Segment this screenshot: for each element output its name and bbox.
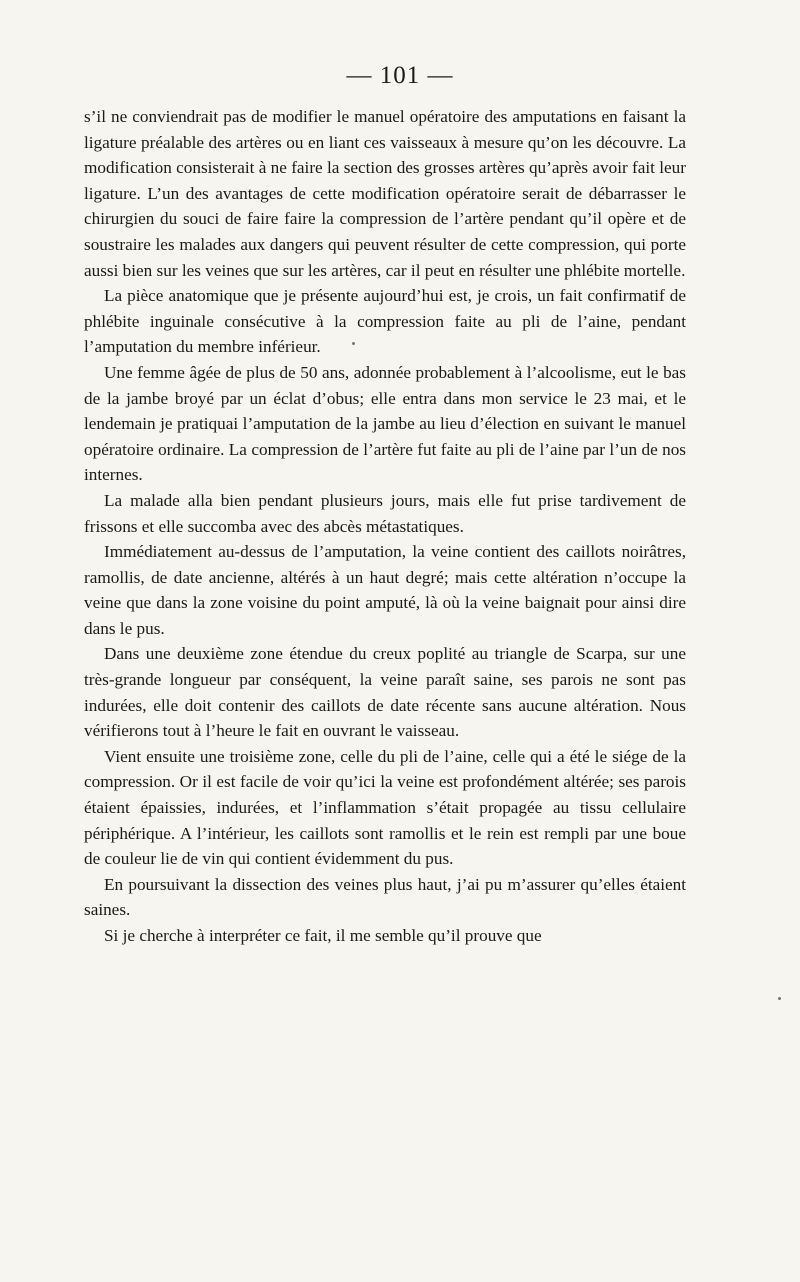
paragraph-first-zone: Immédiatement au-dessus de l’amputation, la veine contient des caillots noirâtres, ramollis, de date ancienne, altérés à un haut degré; mais cette altération n’occupe la veine que dans la zone voisine du point amputé, là où la veine baignait pour ainsi dire dans le pus. [84,542,686,638]
page-number: — 101 — [346,62,454,89]
paragraph-continuation: s’il ne conviendrait pas de modifier le manuel opératoire des amputations en faisant la ligature préalable des artères ou en liant ces vaisseaux à mesure qu’on les découvre. La modification consisterait à ne faire la section des grosses artères qu’après avoir fait leur ligature. L’un des avantages de cette modification opératoire serait de débarrasser le chirurgien du souci de faire faire la compression de l’artère pendant qu’il opère et de soustraire les malades aux dangers qui peuvent résulter de cette compression, qui porte aussi bien sur les veines que sur les artères, car il peut en résulter une phlébite mortelle. [84,107,686,280]
paper-speck [352,342,355,345]
paragraph-interpretation: Si je cherche à interpréter ce fait, il me semble qu’il prouve que [104,926,542,945]
paragraph-anatomical-piece: La pièce anatomique que je présente aujourd’hui est, je crois, un fait confirmatif de phlébite inguinale consécutive à la compression faite au pli de l’aine, pendant l’amputation du membre inférieur. [84,286,686,357]
paragraph-third-zone: Vient ensuite une troisième zone, celle du pli de l’aine, celle qui a été le siége de la compression. Or il est facile de voir qu’ici la veine est profondément altérée; ses parois étaient épaissies, indurées, et l’inflammation s’était propagée au tissu cellulaire périphérique. A l’intérieur, les caillots sont ramollis et le rein est rempli par une boue de couleur lie de vin qui contient évidemment du pus. [84,746,686,869]
paragraph-dissection: En poursuivant la dissection des veines plus haut, j’ai pu m’assurer qu’elles étaient saines. [84,874,686,920]
paragraph-patient-outcome: La malade alla bien pendant plusieurs jours, mais elle fut prise tardivement de frissons et elle succomba avec des abcès métastatiques. [84,490,686,536]
body-text [84,104,686,949]
paper-speck [778,997,781,1000]
paragraph-patient-case: Une femme âgée de plus de 50 ans, adonnée probablement à l’alcoolisme, eut le bas de la jambe broyé par un éclat d’obus; elle entra dans mon service le 23 mai, et le lendemain je pratiquai l’amputation de la jambe au lieu d’élection en suivant le manuel opératoire ordinaire. La compression de l’artère fut faite au pli de l’aine par l’un de nos internes. [84,362,686,485]
paragraph-second-zone: Dans une deuxième zone étendue du creux poplité au triangle de Scarpa, sur une très-grande longueur par conséquent, la veine paraît saine, ses parois ne sont pas indurées, elle doit contenir des caillots de date récente sans aucune altération. Nous vérifierons tout à l’heure le fait en ouvrant le vaisseau. [84,644,686,741]
